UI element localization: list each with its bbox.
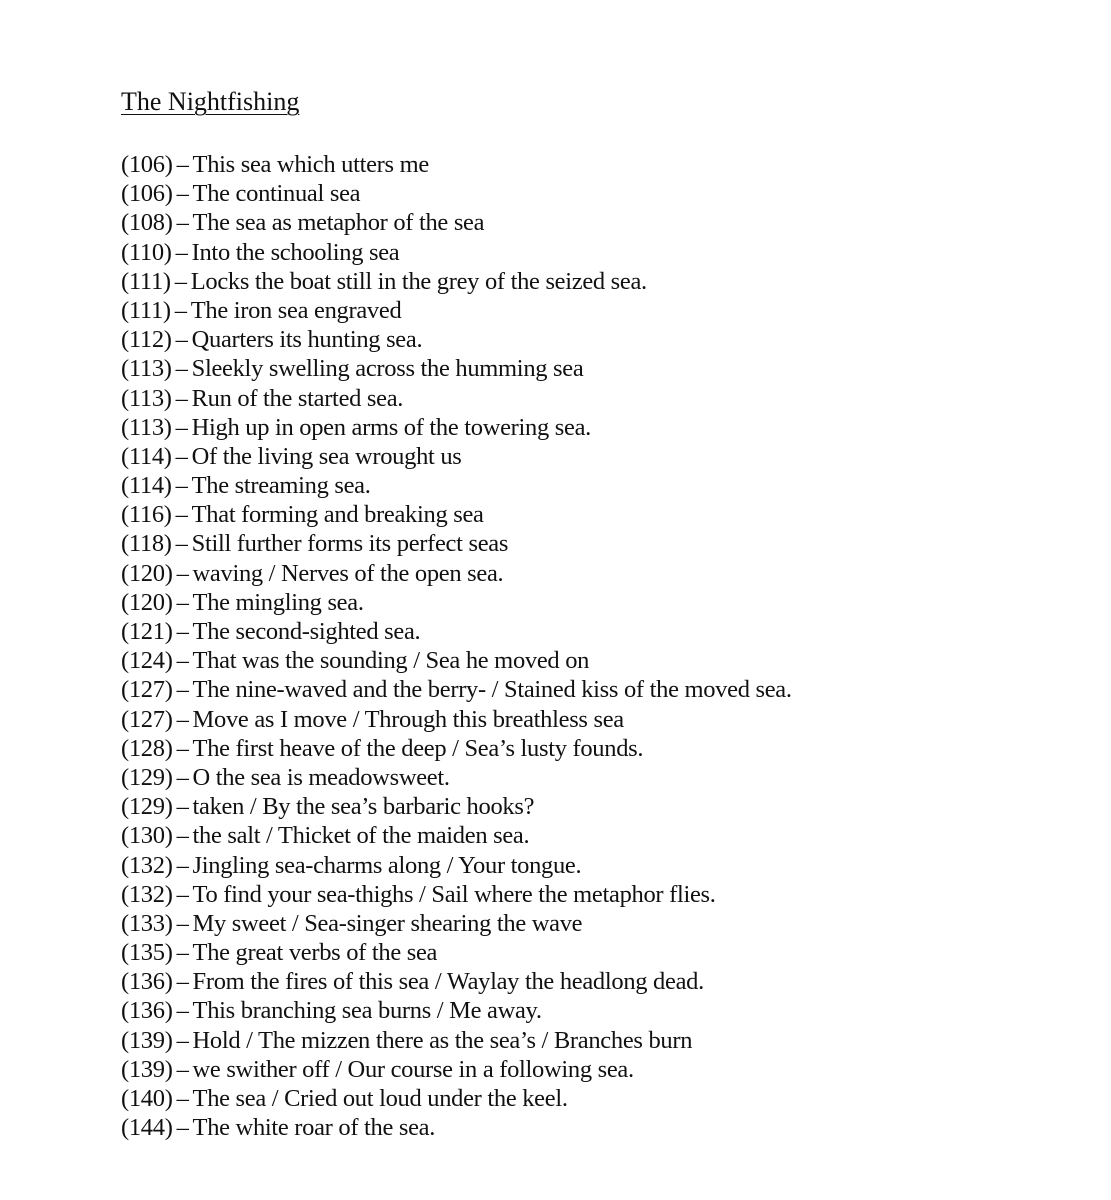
quotation-text: The first heave of the deep / Sea’s lusty founds. — [192, 734, 644, 762]
quotation-text: The continual sea — [192, 180, 361, 208]
page-reference: (111) — [121, 296, 171, 324]
quotation-text: To find your sea-thighs / Sail where the metaphor flies. — [192, 880, 716, 908]
separator-dash: – — [175, 530, 188, 558]
separator-dash: – — [176, 968, 189, 996]
separator-dash: – — [175, 326, 188, 354]
quotation-entry — [121, 559, 1081, 588]
quotation-entry — [121, 150, 1081, 179]
quotation-text: The streaming sea. — [191, 472, 371, 500]
separator-dash: – — [176, 734, 189, 762]
page-reference: (140) — [121, 1085, 173, 1112]
quotation-text: Still further forms its perfect seas — [191, 530, 509, 558]
quotation-text: the salt / Thicket of the maiden sea. — [192, 822, 530, 850]
quotation-text: Move as I move / Through this breathless sea — [192, 705, 624, 733]
quotation-entry — [121, 967, 1081, 996]
page-reference: (135) — [121, 939, 173, 967]
page-reference: (139) — [121, 1055, 173, 1083]
quotation-text: The iron sea engraved — [190, 296, 402, 324]
separator-dash: – — [175, 384, 188, 412]
quotation-entry — [121, 267, 1081, 296]
separator-dash: – — [176, 997, 189, 1025]
separator-dash: – — [175, 442, 188, 470]
page-reference: (106) — [121, 151, 173, 178]
quotation-entry — [121, 1055, 1081, 1084]
page-reference: (114) — [121, 442, 172, 470]
quotation-text: That forming and breaking sea — [191, 501, 484, 529]
separator-dash: – — [176, 909, 189, 937]
quotation-entry — [121, 792, 1081, 821]
quotation-entry — [121, 296, 1081, 325]
quotation-entry — [121, 909, 1081, 938]
quotation-entry — [121, 617, 1081, 646]
quotation-text: we swither off / Our course in a following sea. — [192, 1055, 634, 1083]
quotation-text: This branching sea burns / Me away. — [192, 997, 542, 1025]
page-reference: (116) — [121, 501, 172, 529]
quotation-text: Sleekly swelling across the humming sea — [191, 355, 584, 383]
separator-dash: – — [175, 501, 188, 529]
quotation-entry — [121, 938, 1081, 967]
quotation-entry — [121, 851, 1081, 880]
quotation-entry — [121, 208, 1081, 237]
quotation-entry — [121, 325, 1081, 354]
separator-dash: – — [175, 238, 188, 266]
page-reference: (113) — [121, 413, 172, 441]
quotation-entry — [121, 500, 1081, 529]
page-reference: (121) — [121, 618, 173, 645]
page-reference: (111) — [121, 267, 171, 295]
separator-dash: – — [175, 413, 188, 441]
quotation-entry — [121, 705, 1081, 734]
quotation-entry — [121, 734, 1081, 763]
quotation-text: Into the schooling sea — [191, 238, 400, 266]
quotation-entry — [121, 646, 1081, 675]
quotation-text: This sea which utters me — [192, 151, 429, 178]
page-reference: (114) — [121, 472, 172, 500]
page-reference: (128) — [121, 734, 173, 762]
separator-dash: – — [176, 939, 189, 967]
quotation-entry — [121, 1113, 1081, 1142]
separator-dash: – — [175, 472, 188, 500]
page-reference: (132) — [121, 851, 173, 879]
page-reference: (113) — [121, 355, 172, 383]
separator-dash: – — [176, 676, 189, 704]
quotation-text: That was the sounding / Sea he moved on — [192, 647, 590, 675]
separator-dash: – — [176, 647, 189, 675]
page-reference: (129) — [121, 793, 173, 821]
separator-dash: – — [174, 296, 187, 324]
separator-dash: – — [176, 559, 189, 587]
quotation-text: High up in open arms of the towering sea. — [191, 413, 591, 441]
separator-dash: – — [176, 151, 189, 178]
page-reference: (127) — [121, 676, 173, 704]
quotation-entry — [121, 442, 1081, 471]
quotation-entry — [121, 354, 1081, 383]
page-reference: (136) — [121, 968, 173, 996]
quotation-text: The sea as metaphor of the sea — [192, 209, 485, 237]
quotation-entry — [121, 529, 1081, 558]
separator-dash: – — [176, 793, 189, 821]
quotation-text: Run of the started sea. — [191, 384, 404, 412]
quotation-entry — [121, 413, 1081, 442]
quotation-entry — [121, 996, 1081, 1025]
page-reference: (127) — [121, 705, 173, 733]
page-reference: (124) — [121, 647, 173, 675]
quotation-text: From the fires of this sea / Waylay the headlong dead. — [192, 968, 704, 996]
page-reference: (144) — [121, 1114, 173, 1142]
quotation-text: Quarters its hunting sea. — [191, 326, 423, 354]
separator-dash: – — [176, 1055, 189, 1083]
separator-dash: – — [175, 355, 188, 383]
quotation-text: Locks the boat still in the grey of the seized sea. — [190, 267, 647, 295]
quotation-text: waving / Nerves of the open sea. — [192, 559, 504, 587]
quotation-text: Of the living sea wrought us — [191, 442, 462, 470]
quotation-text: The nine-waved and the berry- / Stained kiss of the moved sea. — [192, 676, 792, 704]
page-reference: (112) — [121, 326, 172, 354]
quotation-entry — [121, 588, 1081, 617]
document-title: The Nightfishing — [121, 87, 300, 116]
quotation-text: O the sea is meadowsweet. — [192, 763, 450, 791]
page-reference: (113) — [121, 384, 172, 412]
quotation-entry — [121, 384, 1081, 413]
page-reference: (136) — [121, 997, 173, 1025]
quotation-text: Jingling sea-charms along / Your tongue. — [192, 851, 582, 879]
page-reference: (133) — [121, 909, 173, 937]
page-reference: (130) — [121, 822, 173, 850]
page-reference: (108) — [121, 209, 173, 237]
quotation-entry — [121, 1084, 1081, 1113]
separator-dash: – — [174, 267, 187, 295]
quotation-entry — [121, 763, 1081, 792]
quotation-text: The great verbs of the sea — [192, 939, 438, 967]
quotation-text: The second-sighted sea. — [192, 618, 421, 645]
separator-dash: – — [176, 705, 189, 733]
quotation-text: My sweet / Sea-singer shearing the wave — [192, 909, 583, 937]
separator-dash: – — [176, 880, 189, 908]
separator-dash: – — [176, 618, 189, 645]
quotation-entry — [121, 471, 1081, 500]
separator-dash: – — [176, 763, 189, 791]
quotation-entry — [121, 821, 1081, 850]
separator-dash: – — [176, 1085, 189, 1112]
page-reference: (120) — [121, 588, 173, 616]
quotation-entry — [121, 238, 1081, 267]
quotation-text: The white roar of the sea. — [192, 1114, 436, 1142]
separator-dash: – — [176, 180, 189, 208]
quotation-text: Hold / The mizzen there as the sea’s / Branches burn — [192, 1026, 693, 1054]
page-reference: (132) — [121, 880, 173, 908]
quotation-entry — [121, 179, 1081, 208]
page-reference: (120) — [121, 559, 173, 587]
page-reference: (139) — [121, 1026, 173, 1054]
page-reference: (129) — [121, 763, 173, 791]
page-reference: (118) — [121, 530, 172, 558]
separator-dash: – — [176, 1026, 189, 1054]
separator-dash: – — [176, 1114, 189, 1142]
quotation-entry — [121, 880, 1081, 909]
quotation-list — [121, 150, 1081, 1142]
page-reference: (110) — [121, 238, 172, 266]
separator-dash: – — [176, 851, 189, 879]
quotation-text: The mingling sea. — [192, 588, 364, 616]
quotation-entry — [121, 1026, 1081, 1055]
quotation-text: The sea / Cried out loud under the keel. — [192, 1085, 568, 1112]
quotation-text: taken / By the sea’s barbaric hooks? — [192, 793, 535, 821]
separator-dash: – — [176, 209, 189, 237]
document-page — [121, 84, 1081, 1142]
separator-dash: – — [176, 588, 189, 616]
separator-dash: – — [176, 822, 189, 850]
page-reference: (106) — [121, 180, 173, 208]
quotation-entry — [121, 675, 1081, 704]
